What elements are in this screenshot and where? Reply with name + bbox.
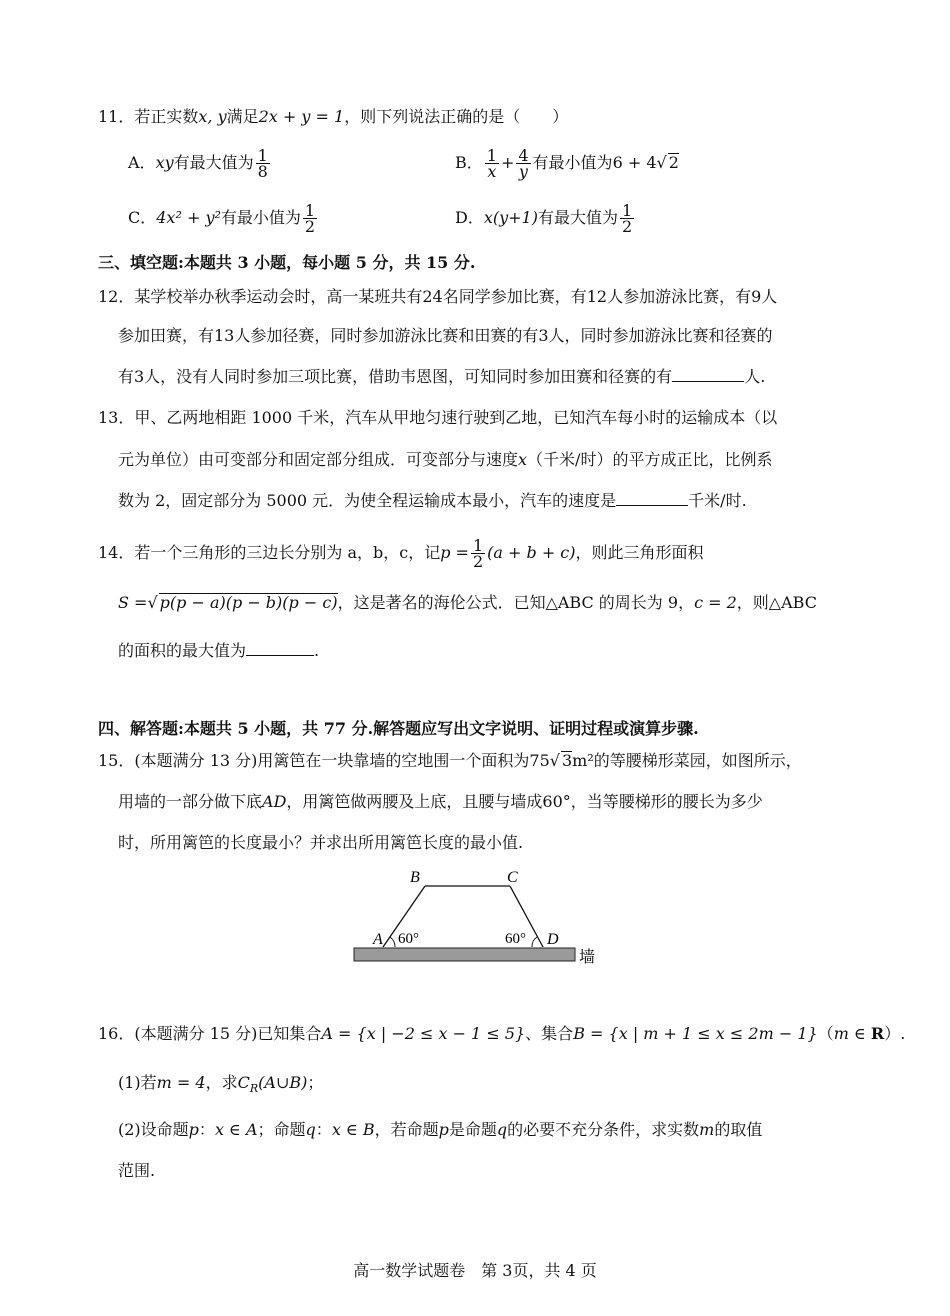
q16-p2-q2: q	[496, 1120, 508, 1139]
q11-stem-var: x, y	[198, 107, 227, 126]
q15-line-3: 时，所用篱笆的长度最小？并求出所用篱笆长度的最小值.	[118, 833, 524, 852]
q16-p2-q: q	[305, 1120, 316, 1139]
q16-p2-p2: p	[438, 1120, 449, 1139]
denominator: 2	[622, 217, 633, 236]
q11-stem-text3: ，则下列说法正确的是（ ）	[344, 107, 569, 126]
q12-text: 有3人，没有人同时参加三项比赛，借助韦恩图，可知同时参加田赛和径赛的有	[118, 367, 673, 386]
option-text: 有最大值为	[537, 208, 618, 227]
denominator: 2	[472, 552, 484, 571]
q11-stem-text: 11．若正实数	[98, 107, 199, 126]
q11-option-b	[455, 148, 679, 179]
trapezoid-figure	[340, 866, 610, 971]
plus-sign: +	[500, 153, 515, 172]
option-label: A．	[128, 153, 156, 172]
label-a: A	[373, 931, 383, 948]
q15-text2: 的等腰梯形菜园，如图所示，	[593, 751, 802, 770]
q14-line-1	[98, 538, 704, 569]
numerator: 1	[257, 146, 268, 165]
q16-text3: （	[817, 1024, 834, 1043]
q12-text-end: 人.	[744, 367, 766, 386]
section-4-heading: 四、解答题:本题共 5 小题，共 77 分.解答题应写出文字说明、证明过程或演算步骤.	[98, 719, 699, 738]
fraction	[471, 538, 485, 569]
option-label: B．	[455, 153, 483, 172]
q13-text3: 数为 2，固定部分为 5000 元．为使全程运输成本最小，汽车的速度是	[118, 491, 617, 510]
q16-m: m ∈	[833, 1024, 871, 1043]
section-3-heading: 三、填空题:本题共 3 小题，每小题 5 分，共 15 分.	[98, 253, 476, 272]
label-b: B	[410, 869, 420, 886]
q16-p2-text: (2)设命题	[118, 1120, 189, 1139]
numerator: 1	[622, 201, 633, 220]
q14-p: p =	[440, 543, 469, 562]
q16-p2-colon: ：	[198, 1120, 215, 1139]
angle-right-label: 60°	[505, 931, 526, 947]
q15-val: 75	[529, 751, 550, 770]
q16-p1-text: (1)若	[118, 1073, 157, 1092]
q13-text: 元为单位）由可变部分和固定部分组成．可变部分与速度	[118, 450, 519, 469]
q16-p1-c: C	[237, 1073, 250, 1092]
option-expr: 4x² + y²	[156, 208, 221, 227]
q16-p1-text3: ；	[307, 1073, 324, 1092]
q16-p2-colon2: ：	[315, 1120, 332, 1139]
numerator: 1	[304, 201, 316, 220]
q11-option-c	[128, 203, 319, 234]
q16-p2-xa: x ∈ A	[214, 1120, 258, 1139]
label-c: C	[507, 869, 518, 886]
q16-p2-p: p	[188, 1120, 199, 1139]
sqrt-icon: √	[147, 593, 158, 612]
wall-bar	[354, 948, 575, 961]
angle-arc-right	[532, 937, 537, 947]
q16-p1-sub: R	[249, 1082, 259, 1096]
option-label: C．	[128, 208, 157, 227]
q13-line-3	[118, 490, 747, 512]
q14-text: 14．若一个三角形的三边长分别为 a，b，c，记	[98, 543, 441, 562]
q16-text2: 、集合	[525, 1024, 574, 1043]
option-text: 有最小值为	[532, 153, 613, 172]
angle-left-label: 60°	[398, 931, 419, 947]
radicand: p(p − a)(p − b)(p − c)	[159, 593, 338, 612]
q14-text2: ，则此三角形面积	[575, 543, 704, 562]
q15-text4: ，用篱笆做两腰及上底，且腰与墙成60°，当等腰梯形的腰长为多少	[286, 792, 763, 811]
q16-part-2-line-2: 范围.	[118, 1161, 156, 1180]
page-footer: 高一数学试题卷 第 3页，共 4 页	[353, 1261, 597, 1280]
denominator: 8	[257, 162, 268, 181]
q14-text5: 的面积的最大值为	[118, 641, 247, 660]
answer-blank[interactable]	[246, 641, 314, 656]
denominator: x	[487, 162, 497, 181]
numerator: 1	[486, 146, 497, 165]
radicand: 3	[561, 751, 573, 770]
q13-text-end: 千米/时.	[688, 491, 747, 510]
q16-p1-m: m = 4	[156, 1073, 206, 1092]
q12-line-3	[118, 366, 765, 388]
q12-line-2: 参加田赛，有13人参加径赛，同时参加游泳比赛和田赛的有3人，同时参加游泳比赛和径赛的	[118, 326, 773, 345]
q11-option-d	[455, 203, 636, 234]
q14-text-end: .	[314, 641, 320, 660]
label-d: D	[547, 931, 559, 948]
q15-ad: AD	[262, 792, 287, 811]
q11-stem-eq: 2x + y = 1	[258, 107, 345, 126]
q16-p2-m: m	[699, 1120, 715, 1139]
option-text: 有最大值为	[173, 153, 254, 172]
q15-line-2	[118, 791, 763, 813]
numerator: 1	[472, 536, 484, 555]
radicand: 2	[668, 153, 679, 172]
q16-set-b: B = {x | m + 1 ≤ x ≤ 2m − 1}	[573, 1024, 818, 1043]
q16-p2-text3: ，若命题	[374, 1120, 439, 1139]
denominator: y	[518, 162, 528, 181]
answer-blank[interactable]	[672, 367, 744, 382]
q13-line-2	[118, 449, 772, 471]
fraction	[303, 203, 317, 234]
q11-option-a	[128, 148, 272, 179]
option-text: 有最小值为	[220, 208, 301, 227]
q11-stem-text2: 满足	[226, 107, 259, 126]
option-expr: xy	[155, 153, 174, 172]
q16-p2-xb: x ∈ B	[331, 1120, 375, 1139]
option-value: 6 + 4	[612, 153, 657, 172]
fraction	[620, 203, 634, 234]
q15-unit: m²	[572, 751, 594, 770]
q11-stem	[98, 106, 568, 128]
q13-var: x	[518, 450, 528, 469]
q16-part-2	[118, 1119, 762, 1141]
q16-part-1	[118, 1072, 323, 1094]
q15-text3: 用墙的一部分做下底	[118, 792, 263, 811]
numerator: 4	[518, 146, 529, 165]
q14-text4: ，则△ABC	[736, 593, 817, 612]
denominator: 2	[304, 217, 316, 236]
q13-line-1: 13．甲、乙两地相距 1000 千米，汽车从甲地匀速行驶到乙地，已知汽车每小时的运输成本（以	[98, 408, 778, 427]
q12-line-1: 12．某学校举办秋季运动会时，高一某班共有24名同学参加比赛，有12人参加游泳比赛，有9人	[98, 287, 778, 306]
sqrt-icon: √	[656, 153, 667, 172]
q16-line-1	[98, 1023, 905, 1045]
q14-c: c = 2	[694, 593, 737, 612]
q14-expr: (a + b + c)	[487, 543, 576, 562]
fraction	[256, 148, 270, 179]
q14-text3: ，这是著名的海伦公式．已知△ABC 的周长为 9，	[337, 593, 695, 612]
wall-label: 墙	[579, 949, 596, 966]
angle-arc-left	[390, 937, 395, 947]
q16-r: R	[870, 1024, 885, 1043]
option-label: D．	[455, 208, 484, 227]
q16-p1-text2: ，求	[205, 1073, 238, 1092]
q15-text: 15．(本题满分 13 分)用篱笆在一块靠墙的空地围一个面积为	[98, 751, 530, 770]
q16-set-a: A = {x | −2 ≤ x − 1 ≤ 5}	[321, 1024, 526, 1043]
sqrt-icon: √	[549, 751, 560, 770]
q16-text4: ）.	[884, 1024, 906, 1043]
q16-p1-expr: (A∪B)	[258, 1073, 308, 1092]
q16-p2-text4: 是命题	[448, 1120, 497, 1139]
answer-blank[interactable]	[616, 491, 688, 506]
q16-text: 16．(本题满分 15 分)已知集合	[98, 1024, 322, 1043]
q16-p2-text6: 的取值	[714, 1120, 763, 1139]
q13-text2: （千米/时）的平方成正比，比例系	[527, 450, 773, 469]
q14-line-3	[118, 640, 319, 662]
q14-line-2	[118, 592, 817, 614]
q14-s: S =	[118, 593, 148, 612]
q16-p2-text5: 的必要不充分条件，求实数	[507, 1120, 700, 1139]
fraction	[485, 148, 499, 179]
fraction	[516, 148, 530, 179]
q15-line-1	[98, 750, 802, 772]
q16-p2-text2: ；命题	[257, 1120, 306, 1139]
option-expr: x(y+1)	[483, 208, 538, 227]
